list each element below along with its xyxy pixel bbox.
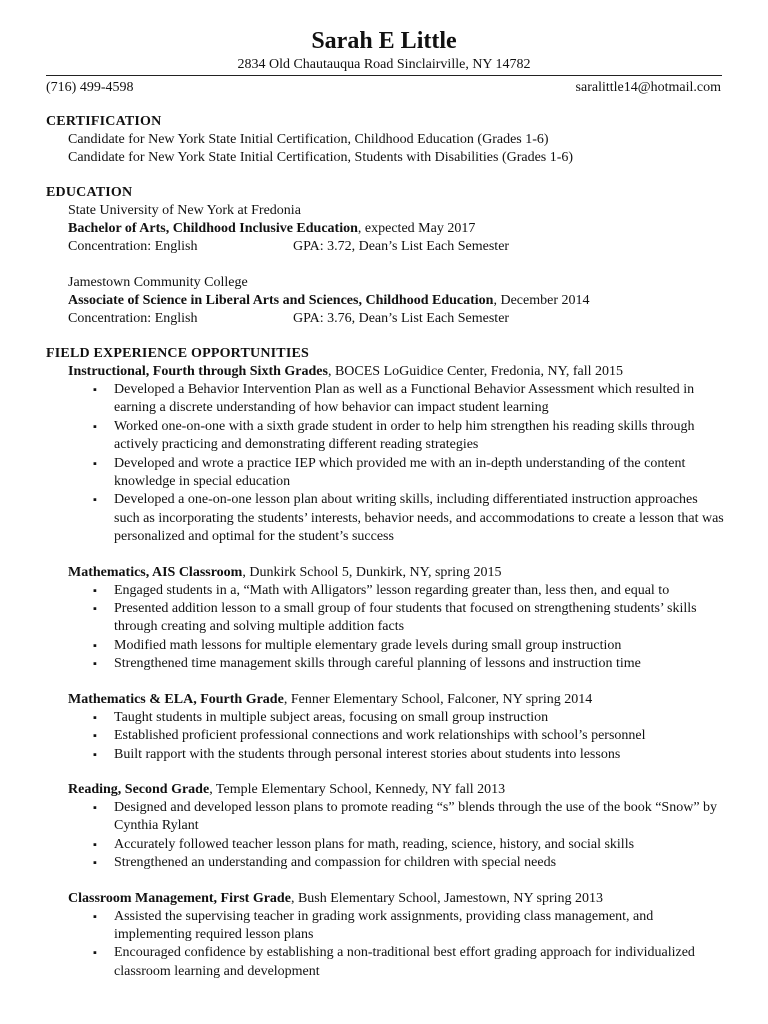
list-item bbox=[93, 600, 726, 637]
experience-bullets bbox=[93, 908, 726, 982]
experience-entry bbox=[46, 890, 726, 982]
bullet-text: Assisted the supervising teacher in grading work assignments, providing class management, and implementing required lesson plans bbox=[114, 908, 654, 942]
bullet-icon: ▪ bbox=[93, 801, 97, 814]
degree-date: , expected May 2017 bbox=[357, 221, 476, 236]
bullet-icon: ▪ bbox=[93, 658, 97, 671]
certification-heading: CERTIFICATION bbox=[46, 114, 162, 129]
list-item bbox=[93, 944, 726, 981]
list-item bbox=[93, 418, 726, 455]
bullet-icon: ▪ bbox=[93, 857, 97, 870]
experience-details: , Temple Elementary School, Kennedy, NY fall 2013 bbox=[209, 781, 506, 797]
bullet-icon: ▪ bbox=[93, 584, 97, 597]
experience-title: Instructional, Fourth through Sixth Grades bbox=[68, 364, 328, 379]
experience-bullets bbox=[93, 709, 726, 764]
bullet-icon: ▪ bbox=[93, 494, 97, 507]
candidate-name: Sarah E Little bbox=[311, 28, 457, 54]
experience-entry bbox=[46, 691, 726, 764]
gpa: GPA: 3.76, Dean’s List Each Semester bbox=[293, 311, 510, 326]
experience-bullets bbox=[93, 799, 726, 873]
phone-number: (716) 499-4598 bbox=[46, 80, 134, 95]
list-item bbox=[93, 854, 726, 872]
bullet-text: Built rapport with the students through personal interest stories about students into lessons bbox=[114, 746, 621, 762]
list-item bbox=[93, 908, 726, 945]
certification-item: Candidate for New York State Initial Certification, Childhood Education (Grades 1-6) bbox=[68, 132, 549, 147]
list-item bbox=[93, 836, 726, 854]
bullet-text: Presented addition lesson to a small group of four students that focused on strengthening students’ skills through creating and solving multiple addition facts bbox=[114, 601, 697, 635]
experience-entry bbox=[46, 363, 726, 547]
list-item bbox=[93, 637, 726, 655]
degree-line bbox=[68, 292, 726, 310]
experience-entry bbox=[46, 781, 726, 873]
bullet-text: Strengthened time management skills through careful planning of lessons and instruction time bbox=[114, 656, 641, 672]
gpa: GPA: 3.72, Dean’s List Each Semester bbox=[293, 239, 510, 254]
bullet-text: Modified math lessons for multiple elementary grade levels during small group instruction bbox=[114, 637, 622, 653]
list-item bbox=[93, 455, 726, 492]
bullet-icon: ▪ bbox=[93, 711, 97, 724]
header-divider bbox=[46, 75, 722, 76]
list-item bbox=[93, 746, 726, 764]
experience-details: , BOCES LoGuidice Center, Fredonia, NY, fall 2015 bbox=[327, 364, 624, 379]
list-item bbox=[93, 727, 726, 745]
experience-title: Reading, Second Grade bbox=[68, 781, 210, 797]
list-item bbox=[93, 582, 726, 600]
concentration: Concentration: English bbox=[68, 311, 198, 326]
bullet-icon: ▪ bbox=[93, 639, 97, 652]
bullet-icon: ▪ bbox=[93, 730, 97, 743]
education-entry bbox=[46, 274, 726, 328]
list-item bbox=[93, 799, 726, 836]
bullet-text: Established proficient professional connections and work relationships with school’s personnel bbox=[114, 728, 646, 744]
list-item bbox=[93, 709, 726, 727]
concentration-line bbox=[68, 310, 726, 328]
bullet-icon: ▪ bbox=[93, 748, 97, 761]
bullet-icon: ▪ bbox=[93, 457, 97, 470]
list-item bbox=[93, 491, 726, 546]
bullet-text: Developed and wrote a practice IEP which provided me with an in-depth understanding of the content knowledge in special education bbox=[114, 455, 686, 490]
email-address: saralittle14@hotmail.com bbox=[575, 80, 721, 95]
bullet-text: Engaged students in a, “Math with Alligators” lesson regarding greater than, less then, and equal to bbox=[114, 582, 670, 598]
education-entry bbox=[46, 202, 726, 256]
experience-bullets bbox=[93, 381, 726, 547]
school-name: Jamestown Community College bbox=[68, 275, 248, 290]
experience-header bbox=[68, 890, 726, 908]
experience-header bbox=[68, 691, 726, 709]
concentration: Concentration: English bbox=[68, 239, 198, 254]
bullet-icon: ▪ bbox=[93, 947, 97, 960]
bullet-icon: ▪ bbox=[93, 420, 97, 433]
degree-date: , December 2014 bbox=[493, 293, 590, 308]
list-item bbox=[93, 381, 726, 418]
concentration-line bbox=[68, 238, 726, 256]
degree-line bbox=[68, 220, 726, 238]
bullet-text: Taught students in multiple subject areas, focusing on small group instruction bbox=[114, 709, 549, 725]
school-name: State University of New York at Fredonia bbox=[68, 203, 301, 218]
bullet-text: Strengthened an understanding and compassion for children with special needs bbox=[114, 855, 557, 871]
experience-details: , Fenner Elementary School, Falconer, NY spring 2014 bbox=[283, 691, 593, 707]
bullet-icon: ▪ bbox=[93, 838, 97, 851]
bullet-text: Developed a one-on-one lesson plan about writing skills, including differentiated instruction approaches such as incorporating the students’ interests, behavior needs, and accommodations to create a lesson that was personalized and optimal for the student’s success bbox=[114, 492, 724, 545]
bullet-text: Developed a Behavior Intervention Plan as well as a Functional Behavior Assessment which resulted in earning a discrete understanding of how behavior can impact student learning bbox=[114, 382, 695, 416]
bullet-icon: ▪ bbox=[93, 603, 97, 616]
resume-body bbox=[46, 113, 726, 981]
experience-title: Mathematics & ELA, Fourth Grade bbox=[68, 691, 284, 707]
bullet-text: Accurately followed teacher lesson plans for math, reading, science, history, and social skills bbox=[114, 836, 635, 852]
address: 2834 Old Chautauqua Road Sinclairville, NY 14782 bbox=[237, 57, 531, 72]
experience-details: , Dunkirk School 5, Dunkirk, NY, spring 2015 bbox=[242, 564, 502, 580]
bullet-text: Designed and developed lesson plans to promote reading “s” blends through the use of the book “Snow” by Cynthia Rylant bbox=[114, 799, 718, 834]
education-heading: EDUCATION bbox=[46, 185, 133, 200]
degree-title: Associate of Science in Liberal Arts and Sciences, Childhood Education bbox=[68, 293, 494, 308]
certification-item: Candidate for New York State Initial Certification, Students with Disabilities (Grades 1-6) bbox=[68, 150, 574, 165]
degree-title: Bachelor of Arts, Childhood Inclusive Education bbox=[68, 221, 358, 236]
bullet-text: Encouraged confidence by establishing a non-traditional best effort grading approach for individualized classroom learning and development bbox=[114, 945, 695, 979]
bullet-icon: ▪ bbox=[93, 910, 97, 923]
list-item bbox=[93, 655, 726, 673]
field-experience-heading: FIELD EXPERIENCE OPPORTUNITIES bbox=[46, 346, 309, 361]
experience-header bbox=[68, 564, 726, 582]
experience-details: , Bush Elementary School, Jamestown, NY spring 2013 bbox=[290, 890, 604, 906]
experience-bullets bbox=[93, 582, 726, 674]
experience-header bbox=[68, 363, 726, 381]
experience-title: Mathematics, AIS Classroom bbox=[68, 564, 243, 580]
experience-entry bbox=[46, 564, 726, 674]
bullet-icon: ▪ bbox=[93, 384, 97, 396]
bullet-text: Worked one-on-one with a sixth grade student in order to help him strengthen his reading skills through actively practicing and demonstrating different reading strategies bbox=[114, 418, 695, 453]
experience-header bbox=[68, 781, 726, 799]
experience-title: Classroom Management, First Grade bbox=[68, 890, 291, 906]
